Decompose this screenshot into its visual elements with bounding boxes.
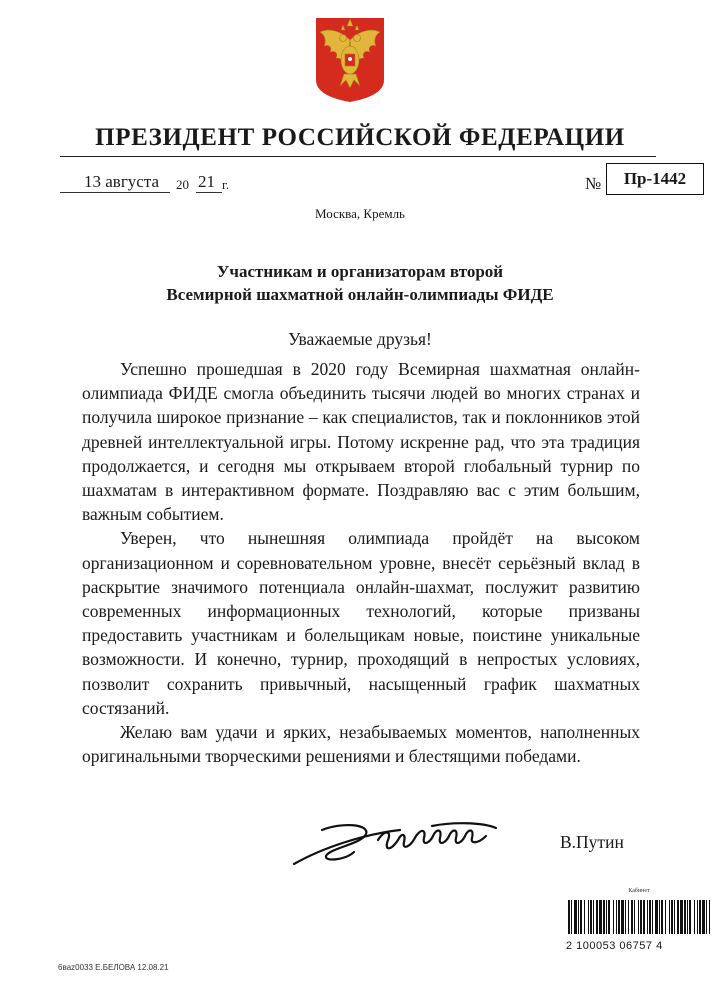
recipient-heading	[60, 260, 660, 306]
date-day-month: 13 августа	[84, 172, 160, 191]
barcode-image	[566, 900, 712, 934]
place-of-issue: Москва, Кремль	[315, 206, 405, 221]
barcode-logo: Кабинет	[628, 888, 650, 894]
body-paragraph: Уверен, что нынешняя олимпиада пройдёт на высоком организационном и соревновательном уровне, внесёт серьёзный вклад в раскрытие значимого потенциала онлайн-шахмат, послужит развитию современных информационных технологий, которые призваны предоставить участникам и болельщикам новые, поистине уникальные возможности. И конечно, турнир, проходящий в непростых условиях, позволит сохранить привычный, насыщенный график шахматных состязаний.	[82, 528, 640, 718]
header-divider	[60, 156, 656, 157]
signer-name: В.Путин	[560, 832, 624, 852]
barcode-number: 2 100053 06757 4	[566, 940, 663, 952]
footer-note: 6вaz0033 Е.БЕЛОВА 12.08.21	[58, 963, 169, 972]
registration-number-stamp: Пр-1442	[606, 163, 704, 195]
recipient-line-1: Участникам и организаторам второй	[216, 262, 504, 281]
date-century: 20	[176, 177, 189, 192]
body-paragraph: Успешно прошедшая в 2020 году Всемирная шахматная онлайн-олимпиада ФИДЕ смогла объединить тысячи людей во многих странах и получила широкое признание – как специалистов, так и поклонников этой древней интеллектуальной игры. Потому искренне рад, что эта традиция продолжается, и сегодня мы открываем второй глобальный турнир по шахматам в интерактивном формате. Поздравляю вас с этим большим, важным событием.	[82, 359, 640, 525]
date-year: 21	[198, 172, 215, 191]
coat-of-arms-emblem	[314, 16, 386, 104]
date-underline	[60, 192, 170, 193]
document-number-sign: №	[585, 174, 602, 193]
page-title: ПРЕЗИДЕНТ РОССИЙСКОЙ ФЕДЕРАЦИИ	[95, 124, 625, 151]
letter-body	[82, 357, 640, 768]
signature-image	[282, 800, 522, 870]
body-paragraph: Желаю вам удачи и ярких, незабываемых моментов, наполненных оригинальными творческими решениями и блестящими победами.	[82, 722, 640, 767]
date-year-suffix: г.	[222, 177, 230, 192]
recipient-line-2: Всемирной шахматной онлайн-олимпиады ФИДЕ	[166, 285, 554, 304]
salutation: Уважаемые друзья!	[288, 329, 432, 349]
date-underline	[196, 192, 222, 193]
barcode-block	[566, 888, 712, 952]
